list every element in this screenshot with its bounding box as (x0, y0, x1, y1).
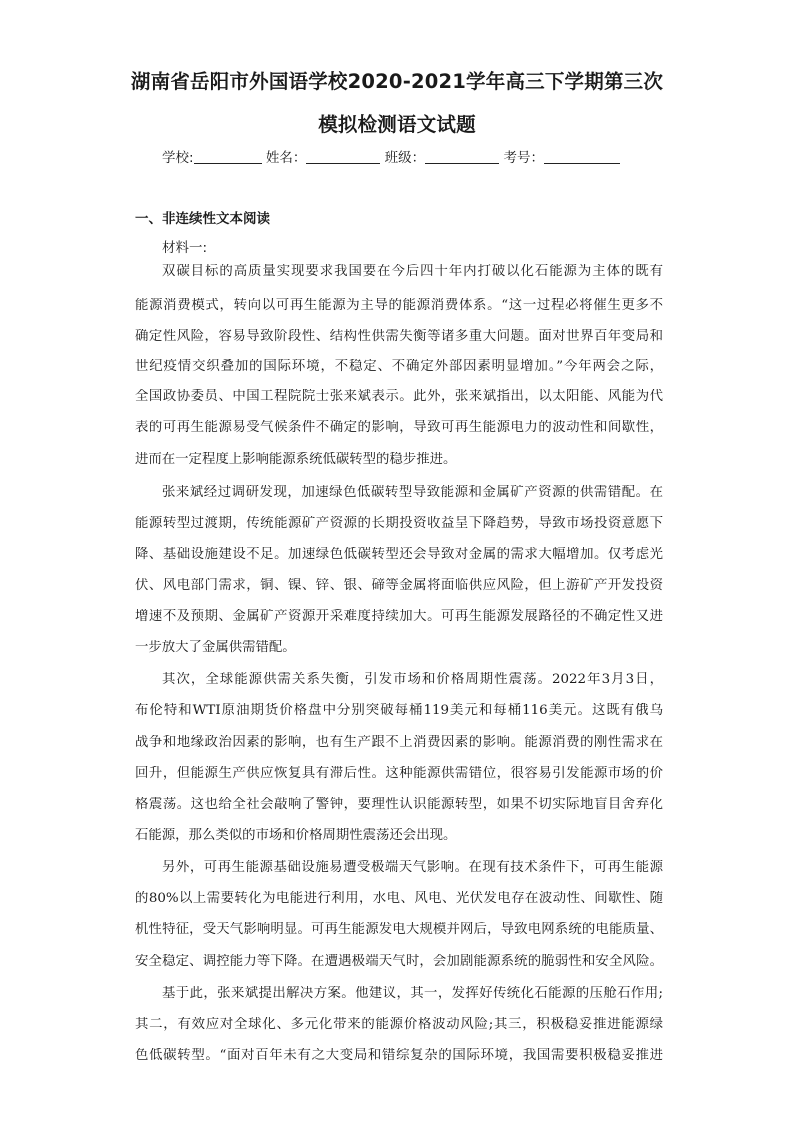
text-line: 张来斌经过调研发现，加速绿色低碳转型导致能源和金属矿产资源的供需错配。在 (162, 485, 663, 500)
text-line: 双碳目标的高质量实现要求我国要在今后四十年内打破以化石能源为主体的既有 (162, 264, 663, 279)
text-line: 基于此，张来斌提出解决方案。他建议，其一，发挥好传统化石能源的压舱石作用; (162, 986, 663, 1001)
number-blank[interactable] (544, 149, 620, 164)
text-line: 的80%以上需要转化为电能进行利用，水电、风电、光伏发电存在波动性、间歇性、随 (135, 891, 663, 906)
text-line: 进而在一定程度上影响能源系统低碳转型的稳步推进。 (135, 452, 457, 467)
text-line: 全国政协委员、中国工程院院士张来斌表示。此外，张来斌指出，以太阳能、风能为代 (135, 389, 663, 404)
class-label: 班级： (384, 150, 426, 166)
text-line: 其二，有效应对全球化、多元化带来的能源价格波动风险;其三，积极稳妥推进能源绿 (135, 1017, 663, 1032)
text-line: 其次，全球能源供需关系失衡，引发市场和价格周期性震荡。2022年3月3日， (162, 672, 663, 687)
school-blank[interactable] (194, 149, 262, 164)
exam-title-line-1: 湖南省岳阳市外国语学校2020-2021学年高三下学期第三次 (130, 70, 664, 93)
text-line: 表的可再生能源易受气候条件不确定的影响，导致可再生能源电力的波动性和间歇性， (135, 420, 663, 435)
school-label: 学校: (162, 150, 194, 166)
text-line: 回升，但能源生产供应恢复具有滞后性。这种能源供需错位，很容易引发能源市场的价 (135, 766, 663, 781)
text-line: 格震荡。这也给全社会敲响了警钟，要理性认识能源转型，如果不切实际地盲目舍弃化 (135, 797, 663, 812)
text-line: 石能源，那么类似的市场和价格周期性震荡还会出现。 (135, 828, 457, 843)
name-blank[interactable] (306, 149, 380, 164)
text-line: 布伦特和WTI原油期货价格盘中分别突破每桶119美元和每桶116美元。这既有俄乌 (135, 703, 663, 718)
text-line: 世纪疫情交织叠加的国际环境，不稳定、不确定外部因素明显增加。”今年两会之际， (135, 359, 663, 374)
text-line: 一步放大了金属供需错配。 (135, 640, 296, 655)
text-line: 能源转型过渡期，传统能源矿产资源的长期投资收益呈下降趋势，导致市场投资意愿下 (135, 516, 663, 531)
text-line: 伏、风电部门需求，铜、镍、锌、银、碲等金属将面临供应风险，但上游矿产开发投资 (135, 578, 663, 593)
name-label: 姓名： (265, 150, 307, 166)
text-line: 降、基础设施建设不足。加速绿色低碳转型还会导致对金属的需求大幅增加。仅考虑光 (135, 547, 663, 562)
text-line: 能源消费模式，转向以可再生能源为主导的能源消费体系。“这一过程必将催生更多不 (135, 298, 663, 313)
class-blank[interactable] (425, 149, 499, 164)
section-heading: 一、非连续性文本阅读 (135, 211, 270, 227)
text-line: 安全稳定、调控能力等下降。在遭遇极端天气时，会加剧能源系统的脆弱性和安全风险。 (135, 954, 663, 969)
text-line: 确定性风险，容易导致阶段性、结构性供需失衡等诸多重大问题。面对世界百年变局和 (135, 329, 663, 344)
text-line: 战争和地缘政治因素的影响，也有生产跟不上消费因素的影响。能源消费的刚性需求在 (135, 735, 663, 750)
student-info-row (162, 146, 620, 166)
text-line: 机性特征，受天气影响明显。可再生能源发电大规模并网后，导致电网系统的电能质量、 (135, 922, 663, 937)
exam-title-line-2: 模拟检测语文试题 (318, 113, 476, 136)
text-line: 增速不及预期、金属矿产资源开采难度持续加大。可再生能源发展路径的不确定性又进 (135, 609, 663, 624)
text-line: 另外，可再生能源基础设施易遭受极端天气影响。在现有技术条件下，可再生能源 (162, 860, 663, 875)
material-label: 材料一: (162, 240, 208, 256)
number-label: 考号： (503, 150, 544, 166)
text-line: 色低碳转型。“面对百年未有之大变局和错综复杂的国际环境，我国需要积极稳妥推进 (135, 1048, 663, 1063)
